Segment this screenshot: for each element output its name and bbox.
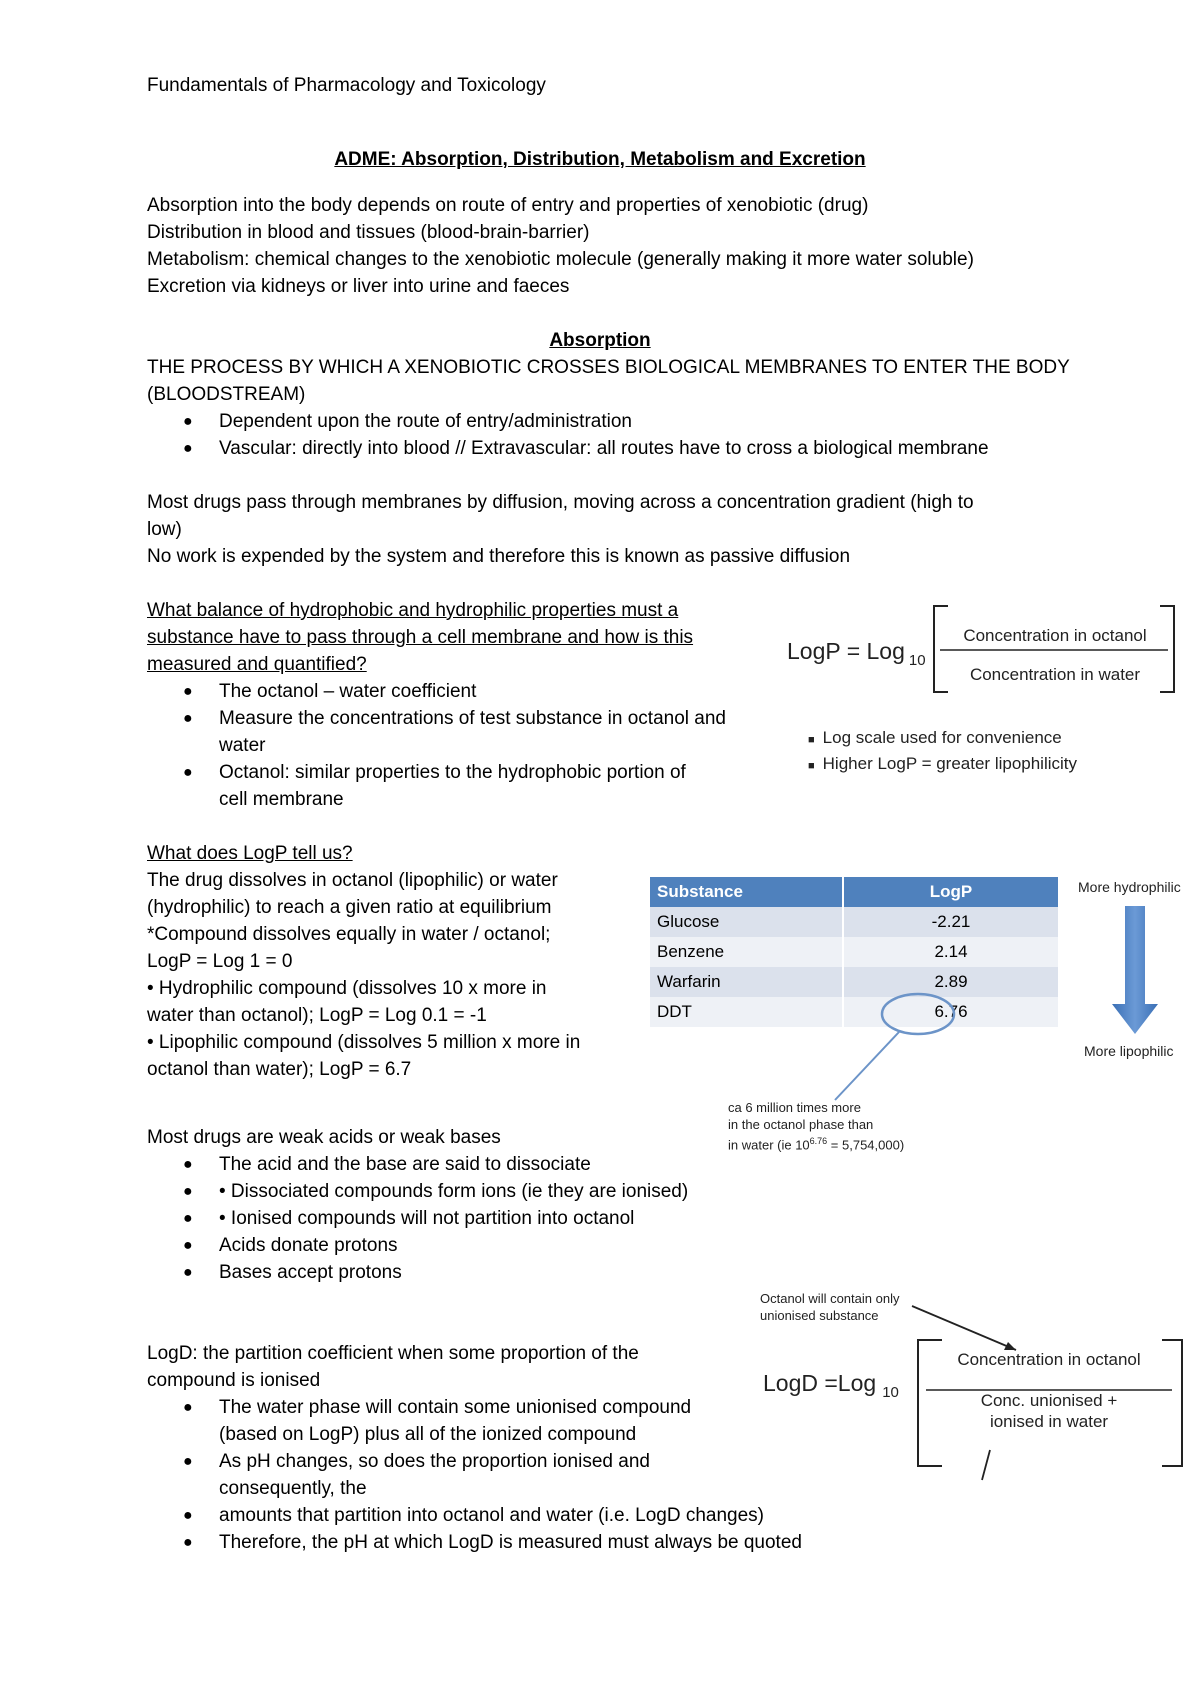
logp-meaning-line: (hydrophilic) to reach a given ratio at equilibrium xyxy=(147,897,552,918)
logd-definition-cont: compound is ionised xyxy=(147,1370,321,1391)
intro-metabolism: Metabolism: chemical changes to the xenobiotic molecule (generally making it more water soluble) xyxy=(147,249,974,270)
table-row xyxy=(650,937,1058,967)
logd-denominator: Conc. unionised + ionised in water xyxy=(980,1391,1118,1431)
logp-meaning-line: octanol than water); LogP = 6.7 xyxy=(147,1059,412,1080)
ddt-highlight-ellipse xyxy=(882,994,954,1034)
substance-cell: Benzene xyxy=(657,942,725,961)
logp-cell: 6.76 xyxy=(843,997,1058,1027)
logp-note: ■ Log scale used for convenience xyxy=(808,728,1062,747)
logp-meaning-line: The drug dissolves in octanol (lipophilic) or water xyxy=(147,870,558,891)
note-arrow-line xyxy=(912,1306,1016,1350)
absorption-definition-cont: (BLOODSTREAM) xyxy=(147,384,306,405)
logp-meaning-line: LogP = Log 1 = 0 xyxy=(147,951,293,972)
substance-cell: Glucose xyxy=(657,912,720,931)
logp-denominator: Concentration in water xyxy=(969,665,1141,684)
logp-cell: -2.21 xyxy=(843,907,1058,937)
column-header: Substance xyxy=(657,882,743,901)
intro-absorption: Absorption into the body depends on route of entry and properties of xenobiotic (drug) xyxy=(147,195,869,216)
absorption-definition: THE PROCESS BY WHICH A XENOBIOTIC CROSSES BIOLOGICAL MEMBRANES TO ENTER THE BODY xyxy=(147,357,1070,378)
ionised-arrow-line xyxy=(982,1450,990,1480)
intro-distribution: Distribution in blood and tissues (blood-brain-barrier) xyxy=(147,222,590,243)
balance-question-line-3: measured and quantified? xyxy=(147,654,367,675)
down-arrow-icon xyxy=(1110,906,1160,1036)
ddt-callout-text: ca 6 million times more in the octanol phase than in water (ie $10^{6.76} = 5,754,000$) xyxy=(728,1100,905,1153)
diffusion-text-cont: low) xyxy=(147,519,182,540)
logd-numerator: Concentration in octanol xyxy=(957,1350,1141,1369)
logp-note: ■ Higher LogP = greater lipophilicity xyxy=(808,754,1078,773)
logp-meaning-heading: What does LogP tell us? xyxy=(147,843,353,864)
weak-acids-heading: Most drugs are weak acids or weak bases xyxy=(147,1127,501,1148)
list-item-cont: water xyxy=(219,735,266,756)
logd-formula-lhs: LogD =Log $_{10}$ xyxy=(763,1370,899,1401)
passive-diffusion-text: No work is expended by the system and therefore this is known as passive diffusion xyxy=(147,546,851,567)
callout-line xyxy=(835,1032,899,1100)
logp-formula-lhs: LogP = Log $_{10}$ xyxy=(787,638,926,669)
substance-cell: Warfarin xyxy=(657,972,721,991)
logp-meaning-line: • Hydrophilic compound (dissolves 10 x more in xyxy=(147,978,547,999)
course-header: Fundamentals of Pharmacology and Toxicology xyxy=(147,75,546,96)
page-title: ADME: Absorption, Distribution, Metabolism and Excretion xyxy=(334,149,866,170)
absorption-heading: Absorption xyxy=(549,330,651,351)
table-header-row xyxy=(650,877,1058,907)
logp-cell: 2.89 xyxy=(843,967,1058,997)
list-item-cont: cell membrane xyxy=(219,789,344,810)
octanol-note: Octanol will contain only unionised substance xyxy=(760,1291,900,1323)
table-row xyxy=(650,907,1058,937)
logp-cell: 2.14 xyxy=(843,937,1058,967)
logp-meaning-line: water than octanol); LogP = Log 0.1 = -1 xyxy=(147,1005,487,1026)
diffusion-text: Most drugs pass through membranes by diffusion, moving across a concentration gradient (high to xyxy=(147,492,974,513)
balance-question: What balance of hydrophobic and hydrophilic properties must a xyxy=(147,600,679,621)
more-hydrophilic-label: More hydrophilic xyxy=(1078,879,1181,895)
list-item-cont: consequently, the xyxy=(219,1478,367,1499)
column-header: LogP xyxy=(843,877,1058,907)
logp-meaning-line: *Compound dissolves equally in water / octanol; xyxy=(147,924,551,945)
substance-cell: DDT xyxy=(657,1002,692,1021)
intro-excretion: Excretion via kidneys or liver into urine and faeces xyxy=(147,276,570,297)
more-lipophilic-label: More lipophilic xyxy=(1084,1043,1174,1059)
logd-definition: LogD: the partition coefficient when some proportion of the xyxy=(147,1343,639,1364)
logp-numerator: Concentration in octanol xyxy=(963,626,1147,645)
list-item-cont: (based on LogP) plus all of the ionized compound xyxy=(219,1424,637,1445)
logp-meaning-line: • Lipophilic compound (dissolves 5 million x more in xyxy=(147,1032,581,1053)
balance-question-line-2: substance have to pass through a cell membrane and how is this xyxy=(147,627,694,648)
